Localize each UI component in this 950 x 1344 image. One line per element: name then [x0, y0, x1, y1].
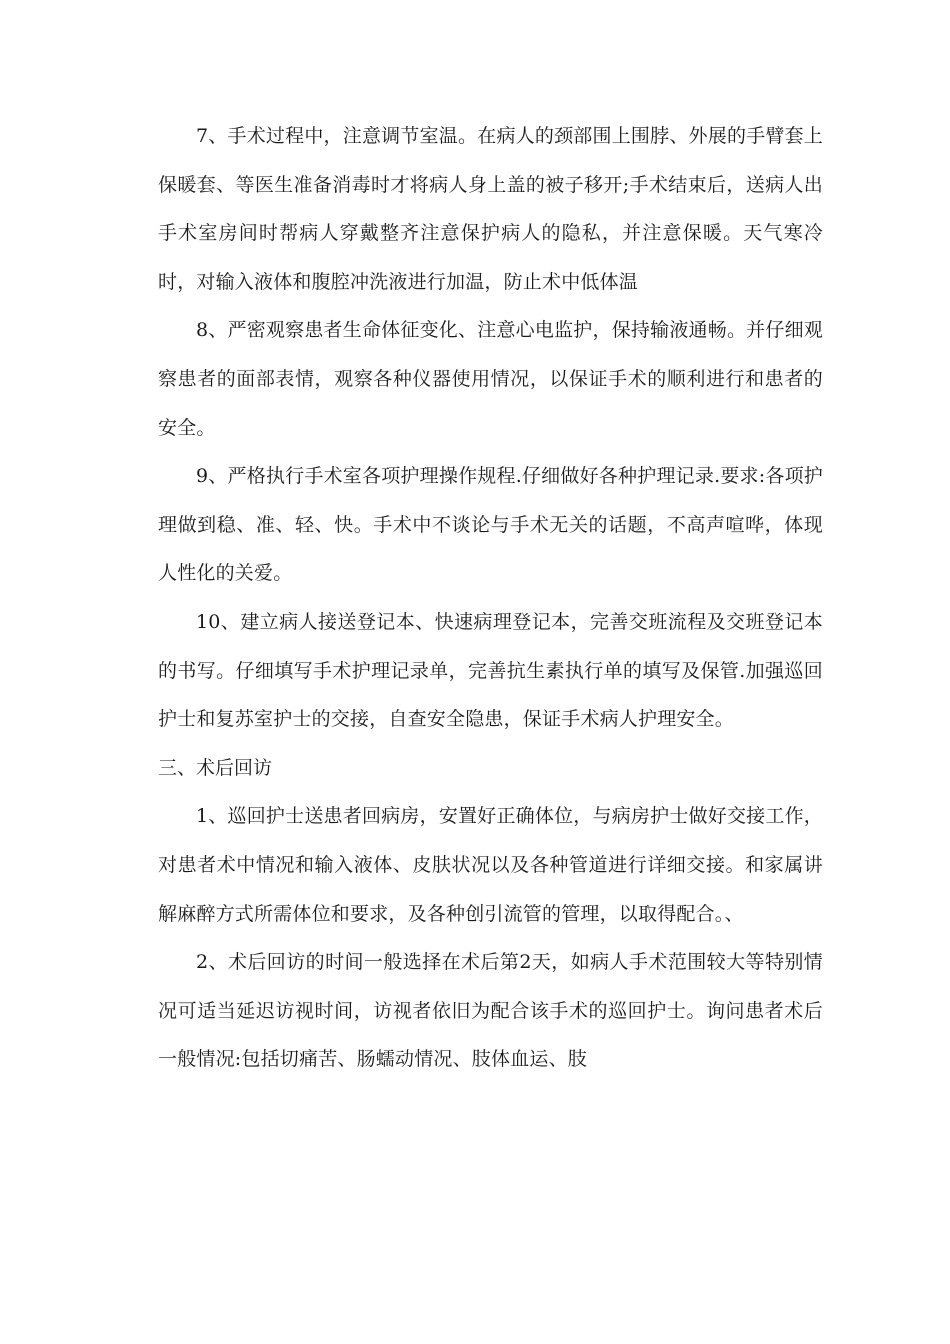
- paragraph-item-9: 9、严格执行手术室各项护理操作规程.仔细做好各种护理记录.要求:各项护理做到稳、准、轻、快。手术中不谈论与手术无关的话题，不高声喧哗，体现人性化的关爱。: [158, 465, 823, 585]
- paragraph-followup-1: 1、巡回护士送患者回病房，安置好正确体位，与病房护士做好交接工作，对患者术中情况和输入液体、皮肤状况以及各种管道进行详细交接。和家属讲解麻醉方式所需体位和要求，及各种创引流管的管理，以取得配合。、: [158, 805, 823, 925]
- document-body: [158, 112, 823, 1084]
- paragraph-item-8: 8、严密观察患者生命体征变化、注意心电监护，保持输液通畅。并仔细观察患者的面部表情，观察各种仪器使用情况，以保证手术的顺利进行和患者的安全。: [158, 319, 823, 439]
- paragraph-item-7: 7、手术过程中，注意调节室温。在病人的颈部围上围脖、外展的手臂套上保暖套、等医生准备消毒时才将病人身上盖的被子移开;手术结束后，送病人出手术室房间时帮病人穿戴整齐注意保护病人的隐私，并注意保暖。天气寒冷时，对输入液体和腹腔冲洗液进行加温，防止术中低体温: [158, 125, 823, 293]
- section-heading: 三、术后回访: [158, 756, 273, 779]
- paragraph-followup-2: 2、术后回访的时间一般选择在术后第2天，如病人手术范围较大等特别情况可适当延迟访视时间，访视者依旧为配合该手术的巡回护士。询问患者术后一般情况:包括切痛苦、肠蠕动情况、肢体血运、肢: [158, 951, 823, 1071]
- paragraph-item-10: 10、建立病人接送登记本、快速病理登记本，完善交班流程及交班登记本的书写。仔细填写手术护理记录单，完善抗生素执行单的填写及保管.加强巡回护士和复苏室护士的交接，自查安全隐患，保证手术病人护理安全。: [158, 610, 823, 731]
